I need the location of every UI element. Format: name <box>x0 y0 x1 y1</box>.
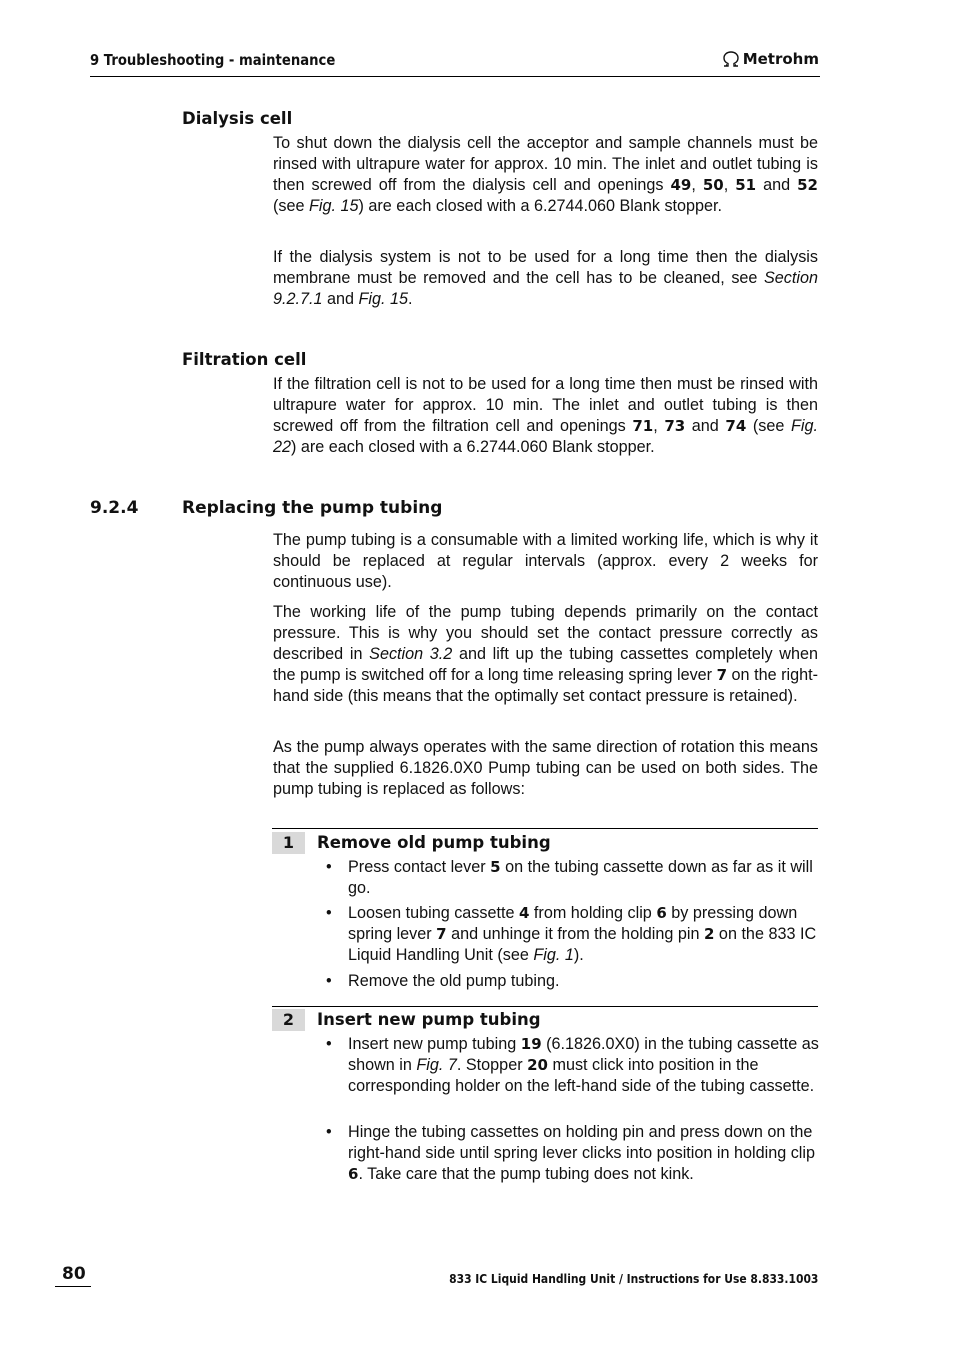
step-divider <box>272 1006 818 1007</box>
filtration-paragraph: If the filtration cell is not to be used for a long time then must be rinsed with ultrapure water for approx. 10 min. The inlet and outlet tubing is then screwed off from the filtration cell and openings 71, 73 and 74 (see Fig. 22) are each closed with a 6.2744.060 Blank stopper. <box>273 375 818 456</box>
footer-document-title: 833 IC Liquid Handling Unit / Instructions for Use 8.833.1003 <box>448 1271 818 1286</box>
step-title: Insert new pump tubing <box>317 1010 541 1029</box>
bullet-icon: • <box>326 1035 332 1053</box>
metrohm-logo <box>721 50 819 68</box>
filtration-cell-heading: Filtration cell <box>182 350 307 369</box>
step-title: Remove old pump tubing <box>317 833 551 852</box>
page-number: 80 <box>62 1264 86 1284</box>
section-title: Replacing the pump tubing <box>182 498 443 518</box>
section-number: 9.2.4 <box>90 498 139 518</box>
bullet-icon: • <box>326 1123 332 1141</box>
section-paragraph-3: As the pump always operates with the same direction of rotation this means that the supplied 6.1826.0X0 Pump tubing can be used on both sides. The pump tubing is replaced as follows: <box>273 738 818 798</box>
section-paragraph-1: The pump tubing is a consumable with a limited working life, which is why it should be replaced at regular intervals (approx. every 2 weeks for continuous use). <box>273 531 818 591</box>
logo-wordmark: Metrohm <box>742 50 819 68</box>
dialysis-paragraph-2: If the dialysis system is not to be used for a long time then the dialysis membrane must be removed and the cell has to be cleaned, see Section 9.2.7.1 and Fig. 15. <box>273 248 818 308</box>
section-paragraph-2: The working life of the pump tubing depends primarily on the contact pressure. This is why you should set the contact pressure correctly as described in Section 3.2 and lift up the tubing cassettes completely when the pump is switched off for a long time releasing spring lever 7 on the right-hand side (this means that the optimally set contact pressure is retained). <box>273 603 818 705</box>
bullet-icon: • <box>326 858 332 876</box>
list-item: Hinge the tubing cassettes on holding pin and press down on the right-hand side until spring lever clicks into position in holding clip 6. Take care that the pump tubing does not kink. <box>348 1123 815 1183</box>
step-number-box: 1 <box>272 832 305 854</box>
header-divider <box>90 76 820 77</box>
page-number-underline <box>55 1286 91 1287</box>
running-header-title: 9 Troubleshooting - maintenance <box>90 51 336 69</box>
list-item: Remove the old pump tubing. <box>348 972 560 990</box>
step-number-box: 2 <box>272 1009 305 1031</box>
step-divider <box>272 828 818 829</box>
list-item: Insert new pump tubing 19 (6.1826.0X0) in the tubing cassette as shown in Fig. 7. Stopper 20 must click into position in the corresponding holder on the left-hand side of the tubing cassette. <box>348 1035 819 1095</box>
dialysis-paragraph-1: To shut down the dialysis cell the acceptor and sample channels must be rinsed with ultrapure water for approx. 10 min. The inlet and outlet tubing is then screwed off from the dialysis cell and openings 49, 50, 51 and 52 (see Fig. 15) are each closed with a 6.2744.060 Blank stopper. <box>273 134 818 215</box>
list-item: Press contact lever 5 on the tubing cassette down as far as it will go. <box>348 858 813 897</box>
list-item: Loosen tubing cassette 4 from holding clip 6 by pressing down spring lever 7 and unhinge it from the holding pin 2 on the 833 IC Liquid Handling Unit (see Fig. 1). <box>348 904 817 964</box>
bullet-icon: • <box>326 904 332 922</box>
bullet-icon: • <box>326 972 332 990</box>
dialysis-cell-heading: Dialysis cell <box>182 109 293 128</box>
omega-icon <box>721 51 741 67</box>
